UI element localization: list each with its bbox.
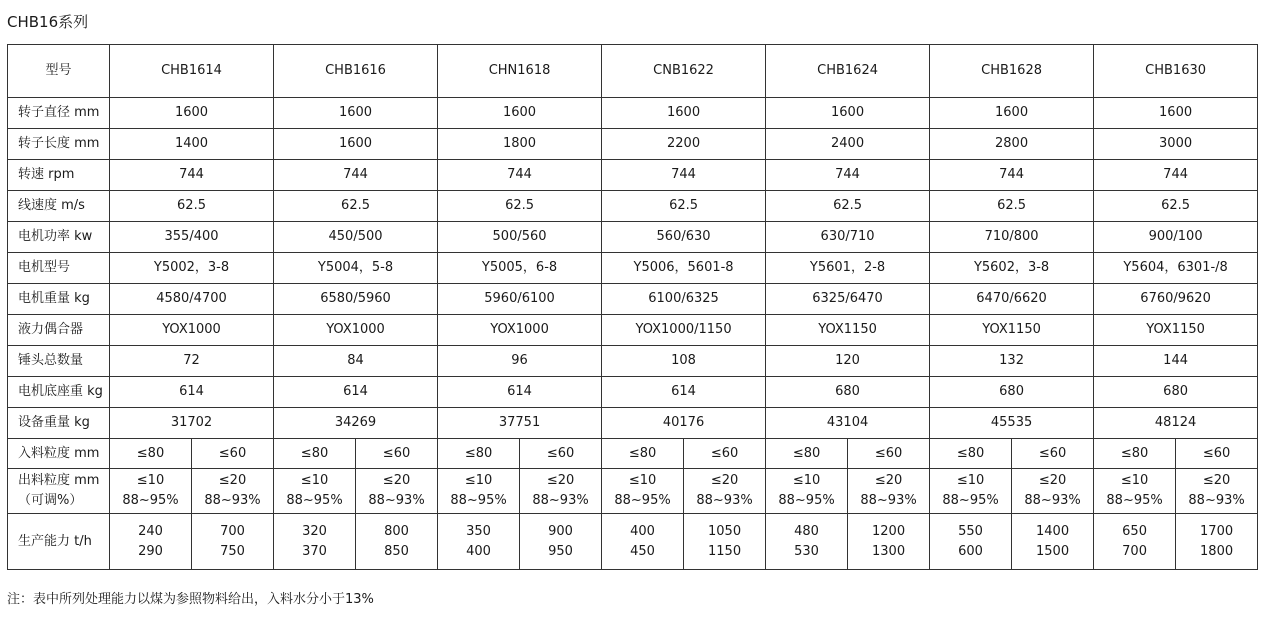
cell-line: 370: [302, 543, 327, 559]
cell-line: ≤10: [792, 473, 821, 488]
table-cell: [520, 514, 602, 570]
table-cell: 1600: [110, 98, 274, 129]
cell-line: ≤20: [710, 473, 739, 488]
discharge-size-row: [8, 469, 1258, 514]
table-cell: ≤60: [1176, 439, 1258, 469]
table-cell: [930, 469, 1012, 514]
cell-line: 1400: [1036, 523, 1070, 539]
cell-line: 550: [958, 523, 983, 539]
table-cell: 62.5: [110, 191, 274, 222]
table-cell: [1094, 469, 1176, 514]
table-cell: 614: [602, 377, 766, 408]
table-cell: YOX1150: [1094, 315, 1258, 346]
cell-line: 1200: [872, 523, 906, 539]
table-cell: 744: [110, 160, 274, 191]
cell-line: 1050: [708, 523, 742, 539]
table-cell: YOX1000: [438, 315, 602, 346]
table-cell: Y5602，3-8: [930, 253, 1094, 284]
table-cell: 62.5: [602, 191, 766, 222]
cell-line: 900: [548, 523, 573, 539]
table-cell: 62.5: [274, 191, 438, 222]
table-cell: 630/710: [766, 222, 930, 253]
cell-line: ≤10: [956, 473, 985, 488]
cell-line: 88~95%: [614, 493, 671, 508]
table-cell: 744: [602, 160, 766, 191]
table-cell: 6325/6470: [766, 284, 930, 315]
table-cell: ≤60: [520, 439, 602, 469]
table-cell: ≤80: [438, 439, 520, 469]
table-row: [8, 191, 1258, 222]
cell-line: 350: [466, 523, 491, 539]
model-header-cell: CNB1622: [602, 45, 766, 98]
table-row: [8, 129, 1258, 160]
table-cell: 710/800: [930, 222, 1094, 253]
table-cell: ≤60: [192, 439, 274, 469]
cell-line: 800: [384, 523, 409, 539]
table-row: [8, 160, 1258, 191]
table-cell: 680: [1094, 377, 1258, 408]
table-cell: ≤80: [110, 439, 192, 469]
row-label: 入料粒度 mm: [8, 439, 110, 469]
table-cell: 40176: [602, 408, 766, 439]
table-cell: 108: [602, 346, 766, 377]
cell-line: ≤10: [1120, 473, 1149, 488]
model-header-cell: CHB1624: [766, 45, 930, 98]
table-cell: 355/400: [110, 222, 274, 253]
table-cell: 6580/5960: [274, 284, 438, 315]
header-label: 型号: [8, 45, 110, 98]
model-header-cell: CHB1616: [274, 45, 438, 98]
table-row: [8, 315, 1258, 346]
model-header-cell: CHN1618: [438, 45, 602, 98]
table-cell: 72: [110, 346, 274, 377]
table-cell: 2200: [602, 129, 766, 160]
row-label: 电机底座重 kg: [8, 377, 110, 408]
table-cell: 1600: [602, 98, 766, 129]
table-cell: YOX1000/1150: [602, 315, 766, 346]
table-cell: 84: [274, 346, 438, 377]
row-label: 电机重量 kg: [8, 284, 110, 315]
row-label: 生产能力 t/h: [8, 514, 110, 570]
table-cell: 62.5: [438, 191, 602, 222]
table-cell: Y5005，6-8: [438, 253, 602, 284]
cell-line: 700: [220, 523, 245, 539]
table-cell: [274, 469, 356, 514]
cell-line: ≤10: [628, 473, 657, 488]
cell-line: 850: [384, 543, 409, 559]
cell-line: 530: [794, 543, 819, 559]
table-cell: [356, 514, 438, 570]
row-label: [8, 469, 110, 514]
table-cell: 614: [438, 377, 602, 408]
row-label: 锤头总数量: [8, 346, 110, 377]
cell-line: 1700: [1200, 523, 1234, 539]
cell-line: 88~95%: [942, 493, 999, 508]
table-cell: 31702: [110, 408, 274, 439]
table-cell: [192, 514, 274, 570]
table-cell: [602, 469, 684, 514]
cell-line: 88~95%: [1106, 493, 1163, 508]
row-label: 转子长度 mm: [8, 129, 110, 160]
table-cell: YOX1150: [930, 315, 1094, 346]
table-cell: 1600: [274, 129, 438, 160]
table-cell: 614: [110, 377, 274, 408]
table-cell: [930, 514, 1012, 570]
cell-line: 750: [220, 543, 245, 559]
table-cell: 1800: [438, 129, 602, 160]
cell-line: 400: [466, 543, 491, 559]
table-cell: ≤80: [1094, 439, 1176, 469]
table-cell: 144: [1094, 346, 1258, 377]
table-cell: 3000: [1094, 129, 1258, 160]
table-cell: 560/630: [602, 222, 766, 253]
table-cell: 744: [438, 160, 602, 191]
cell-line: 290: [138, 543, 163, 559]
cell-line: ≤10: [464, 473, 493, 488]
table-cell: 132: [930, 346, 1094, 377]
model-header-cell: CHB1630: [1094, 45, 1258, 98]
cell-line: 700: [1122, 543, 1147, 559]
table-cell: [110, 514, 192, 570]
capacity-row: [8, 514, 1258, 570]
table-cell: ≤60: [356, 439, 438, 469]
table-cell: 450/500: [274, 222, 438, 253]
cell-line: 950: [548, 543, 573, 559]
table-row: [8, 98, 1258, 129]
cell-line: 88~95%: [286, 493, 343, 508]
table-cell: [684, 514, 766, 570]
cell-line: 88~95%: [778, 493, 835, 508]
cell-line: 88~93%: [696, 493, 753, 508]
table-cell: 680: [930, 377, 1094, 408]
table-cell: 37751: [438, 408, 602, 439]
cell-line: ≤10: [136, 473, 165, 488]
cell-line: ≤20: [382, 473, 411, 488]
table-cell: 2800: [930, 129, 1094, 160]
cell-line: 450: [630, 543, 655, 559]
table-cell: 1600: [1094, 98, 1258, 129]
table-cell: [1012, 469, 1094, 514]
table-cell: 900/100: [1094, 222, 1258, 253]
table-cell: [766, 469, 848, 514]
table-cell: 45535: [930, 408, 1094, 439]
table-cell: Y5006，5601-8: [602, 253, 766, 284]
table-row: [8, 222, 1258, 253]
table-cell: 1600: [438, 98, 602, 129]
table-cell: 62.5: [766, 191, 930, 222]
table-cell: 2400: [766, 129, 930, 160]
cell-line: ≤10: [300, 473, 329, 488]
row-label: 电机功率 kw: [8, 222, 110, 253]
table-cell: [274, 514, 356, 570]
table-cell: 5960/6100: [438, 284, 602, 315]
table-cell: [1176, 469, 1258, 514]
table-cell: 120: [766, 346, 930, 377]
table-row: [8, 284, 1258, 315]
table-cell: [848, 514, 930, 570]
table-cell: ≤60: [1012, 439, 1094, 469]
table-cell: 744: [1094, 160, 1258, 191]
cell-line: 1800: [1200, 543, 1234, 559]
table-cell: [520, 469, 602, 514]
table-cell: 744: [766, 160, 930, 191]
table-cell: [192, 469, 274, 514]
cell-line: 88~95%: [122, 493, 179, 508]
cell-line: 88~93%: [532, 493, 589, 508]
table-cell: 48124: [1094, 408, 1258, 439]
table-cell: [110, 469, 192, 514]
table-cell: 4580/4700: [110, 284, 274, 315]
cell-line: ≤20: [218, 473, 247, 488]
table-cell: Y5002，3-8: [110, 253, 274, 284]
feed-size-row: [8, 439, 1258, 469]
cell-line: 480: [794, 523, 819, 539]
table-cell: [766, 514, 848, 570]
table-cell: 680: [766, 377, 930, 408]
row-label-line: 出料粒度 mm: [18, 473, 100, 488]
cell-line: 88~93%: [204, 493, 261, 508]
table-cell: 43104: [766, 408, 930, 439]
table-cell: YOX1000: [274, 315, 438, 346]
table-cell: 1600: [274, 98, 438, 129]
table-cell: [356, 469, 438, 514]
table-cell: 500/560: [438, 222, 602, 253]
cell-line: 600: [958, 543, 983, 559]
footnote: 注：表中所列处理能力以煤为参照物料给出，入料水分小于13%: [7, 592, 374, 607]
table-cell: 1400: [110, 129, 274, 160]
table-cell: [438, 514, 520, 570]
table-cell: ≤80: [766, 439, 848, 469]
cell-line: 88~93%: [1188, 493, 1245, 508]
table-cell: ≤80: [274, 439, 356, 469]
table-cell: ≤80: [602, 439, 684, 469]
table-cell: 62.5: [1094, 191, 1258, 222]
row-label: 设备重量 kg: [8, 408, 110, 439]
row-label: 液力偶合器: [8, 315, 110, 346]
table-row: [8, 377, 1258, 408]
table-cell: Y5601，2-8: [766, 253, 930, 284]
table-cell: 6760/9620: [1094, 284, 1258, 315]
row-label: 电机型号: [8, 253, 110, 284]
table-cell: 6100/6325: [602, 284, 766, 315]
cell-line: 88~93%: [368, 493, 425, 508]
cell-line: ≤20: [1038, 473, 1067, 488]
cell-line: 320: [302, 523, 327, 539]
cell-line: 1300: [872, 543, 906, 559]
table-cell: 744: [930, 160, 1094, 191]
table-cell: [684, 469, 766, 514]
table-row: [8, 253, 1258, 284]
cell-line: 88~95%: [450, 493, 507, 508]
cell-line: ≤20: [546, 473, 575, 488]
cell-line: 1500: [1036, 543, 1070, 559]
cell-line: 88~93%: [1024, 493, 1081, 508]
page-title: CHB16系列: [7, 13, 89, 31]
table-cell: YOX1150: [766, 315, 930, 346]
cell-line: 88~93%: [860, 493, 917, 508]
table-cell: [1094, 514, 1176, 570]
table-cell: [1176, 514, 1258, 570]
table-cell: Y5004，5-8: [274, 253, 438, 284]
table-cell: 96: [438, 346, 602, 377]
row-label: 转子直径 mm: [8, 98, 110, 129]
row-label-line: （可调%）: [18, 493, 83, 508]
table-cell: ≤80: [930, 439, 1012, 469]
table-cell: ≤60: [848, 439, 930, 469]
cell-line: ≤20: [1202, 473, 1231, 488]
table-row: [8, 346, 1258, 377]
spec-table: [7, 44, 1258, 570]
table-cell: 62.5: [930, 191, 1094, 222]
table-cell: [602, 514, 684, 570]
row-label: 线速度 m/s: [8, 191, 110, 222]
table-cell: [1012, 514, 1094, 570]
cell-line: 650: [1122, 523, 1147, 539]
table-cell: 6470/6620: [930, 284, 1094, 315]
cell-line: 240: [138, 523, 163, 539]
table-row: [8, 408, 1258, 439]
cell-line: ≤20: [874, 473, 903, 488]
header-row: [8, 45, 1258, 98]
table-cell: YOX1000: [110, 315, 274, 346]
table-cell: 1600: [766, 98, 930, 129]
table-cell: Y5604，6301-/8: [1094, 253, 1258, 284]
table-cell: 1600: [930, 98, 1094, 129]
row-label: 转速 rpm: [8, 160, 110, 191]
table-cell: [848, 469, 930, 514]
table-cell: 614: [274, 377, 438, 408]
table-cell: ≤60: [684, 439, 766, 469]
table-cell: 34269: [274, 408, 438, 439]
table-cell: [438, 469, 520, 514]
table-cell: 744: [274, 160, 438, 191]
cell-line: 1150: [708, 543, 742, 559]
model-header-cell: CHB1614: [110, 45, 274, 98]
cell-line: 400: [630, 523, 655, 539]
model-header-cell: CHB1628: [930, 45, 1094, 98]
